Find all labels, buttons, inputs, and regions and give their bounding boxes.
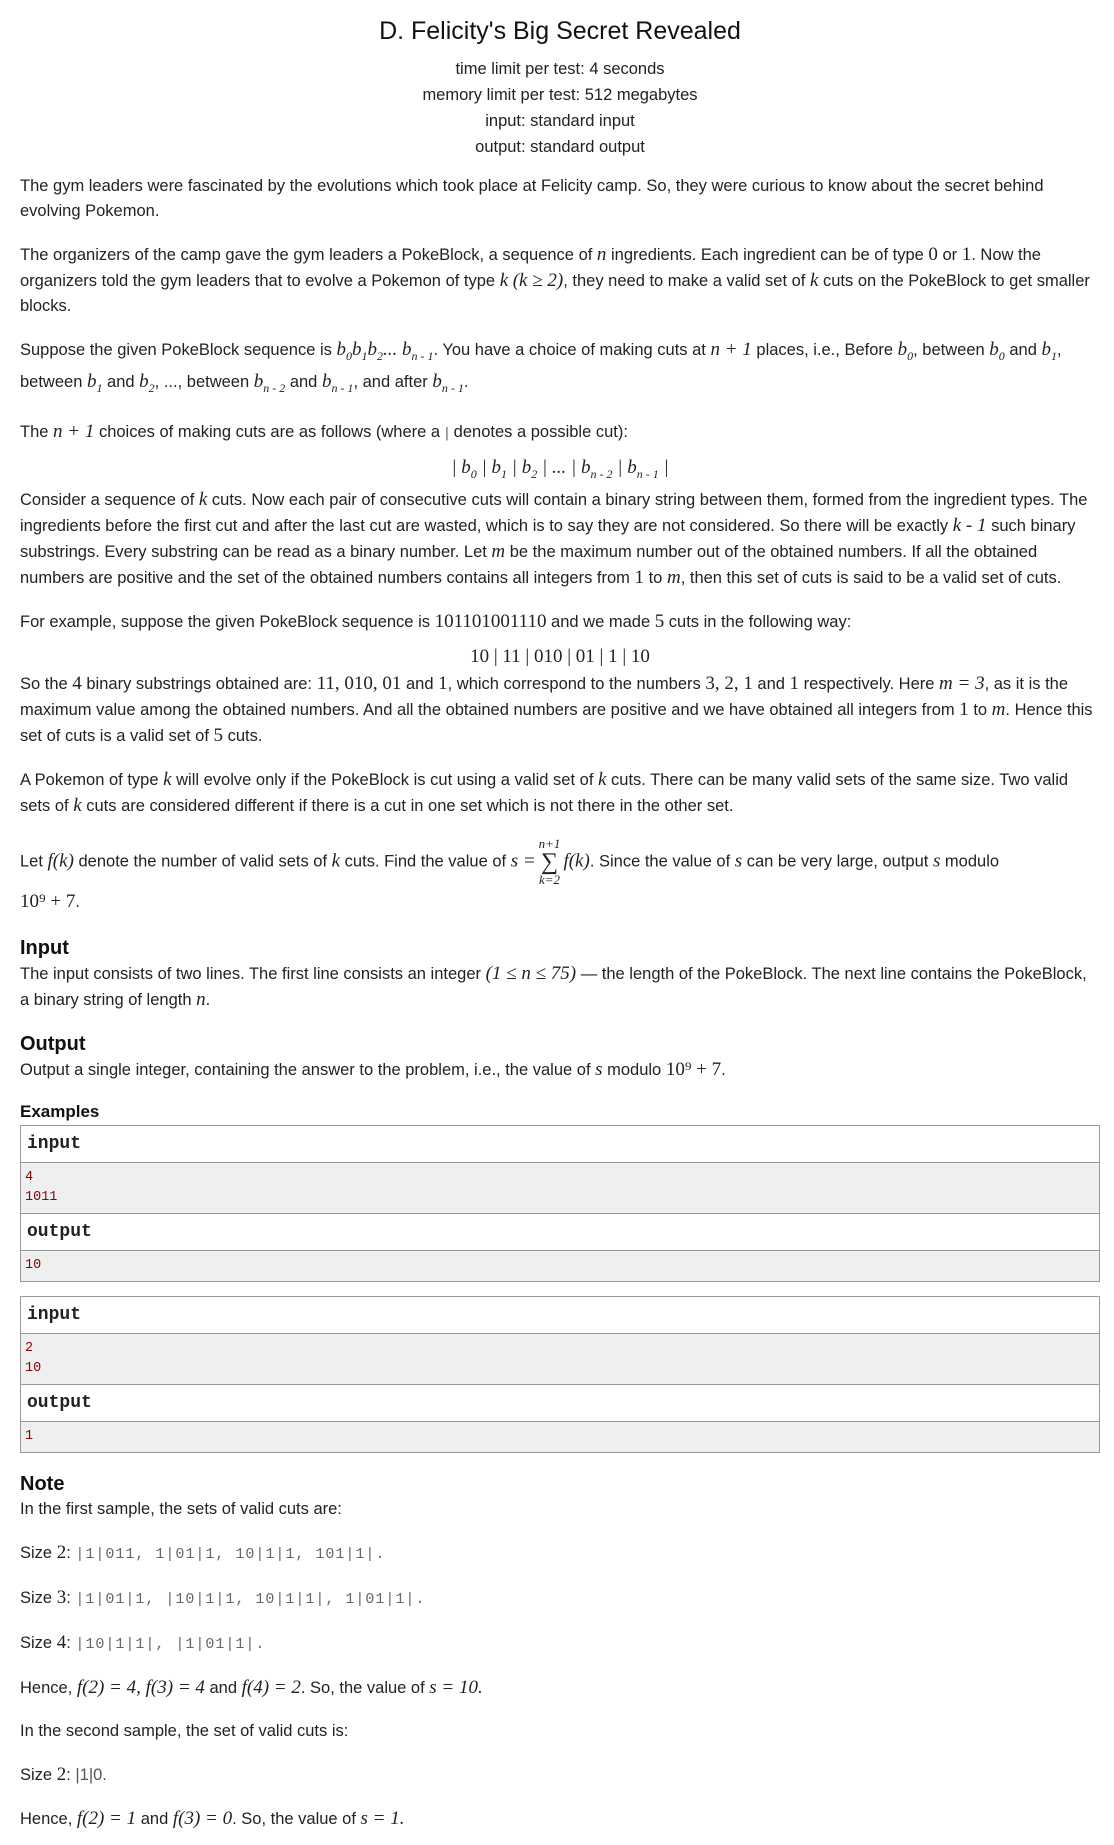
example-cuts: 10 | 11 | 010 | 01 | 1 | 10 [470,646,650,668]
input-section-title: Input [20,937,69,960]
note-title: Note [20,1473,65,1496]
sample-input-label: input [21,1297,1099,1334]
paragraph-9: Let f(k) denote the number of valid sets of k cuts. Find the value of s = n+1 ∑ k=2 f(k). Since the value of s can be very large, output s modulo 10⁹ + 7. [20,836,1000,913]
paragraph-6: For example, suppose the given PokeBlock sequence is 101101001110 and we made 5 cuts in the following way: [20,611,852,633]
paragraph-3: Suppose the given PokeBlock sequence is $b_0b_1b_2$... $b_{n - 1}$. You have a choice of making cuts at n + 1 places, i.e., Before $b_0$, between $b_0$ and $b_1$, between $b_1$ and $b_2$, ..., between $b_{n - 2}$ and $b_{n - 1}$, and after $b_{n - 1}$. [20,339,1062,395]
time-limit: time limit per test: 4 seconds [455,60,665,78]
sample-test-2 [20,1296,1100,1453]
note-hence-1: Hence, f(2) = 4, f(3) = 4 and f(4) = 2. So, the value of s = 10. [20,1677,483,1699]
note-first-intro: In the first sample, the sets of valid cuts are: [20,1500,342,1519]
sample-output-value[interactable]: 10 [21,1251,1099,1281]
problem-statement [20,14,1100,1832]
sample-output-label: output [21,1213,1099,1251]
sample-input-value[interactable]: 2 10 [21,1334,1099,1384]
note-size-4: Size 4: |10|1|1|, |1|01|1|. [20,1632,266,1654]
summation: n+1 ∑ k=2 [538,836,561,888]
cuts-formula: | $b_0$ | $b_1$ | $b_2$ | ... | $b_{n - 2}$ | $b_{n - 1}$ | [451,456,669,481]
input-section-text: The input consists of two lines. The first line consists an integer (1 ≤ n ≤ 75) — the length of the PokeBlock. The next line contains the PokeBlock, a binary string of length n. [20,963,1087,1011]
paragraph-5: Consider a sequence of k cuts. Now each pair of consecutive cuts will contain a binary string between them, formed from the ingredient types. The ingredients before the first cut and after the last cut are wasted, which is to say they are not considered. So there will be exactly k - 1 such binary substrings. Every substring can be read as a binary number. Let m be the maximum number out of the obtained numbers. If all the obtained numbers are positive and the set of the obtained numbers contains all integers from 1 to m, then this set of cuts is said to be a valid set of cuts. [20,489,1088,589]
sample-input-label: input [21,1126,1099,1163]
paragraph-7: So the 4 binary substrings obtained are: 11, 010, 01 and 1, which correspond to the numbers 3, 2, 1 and 1 respectively. Here m = 3, as it is the maximum value among the obtained numbers. And all the obtained numbers are positive and we have obtained all integers from 1 to m. Hence this set of cuts is a valid set of 5 cuts. [20,673,1093,747]
sample-output-label: output [21,1384,1099,1422]
note-second-size: Size 2: |1|0. [20,1764,107,1786]
memory-limit: memory limit per test: 512 megabytes [422,86,698,104]
sample-output-value[interactable]: 1 [21,1422,1099,1452]
sample-input-value[interactable]: 4 1011 [21,1163,1099,1213]
output-section-title: Output [20,1033,86,1056]
paragraph-2: The organizers of the camp gave the gym leaders a PokeBlock, a sequence of n ingredients. Each ingredient can be of type 0 or 1. Now the organizers told the gym leaders that to evolve a Pokemon of type k (k ≥ 2), they need to make a valid set of k cuts on the PokeBlock to get smaller blocks. [20,244,1090,315]
paragraph-4: The n + 1 choices of making cuts are as follows (where a | denotes a possible cut): [20,420,628,442]
output-section-text: Output a single integer, containing the answer to the problem, i.e., the value of s modulo 10⁹ + 7. [20,1059,726,1081]
output-spec: output: standard output [475,138,645,156]
note-size-3: Size 3: |1|01|1, |10|1|1, 10|1|1|, 1|01|1|. [20,1587,426,1609]
note-hence-2: Hence, f(2) = 1 and f(3) = 0. So, the value of s = 1. [20,1808,405,1830]
note-second-intro: In the second sample, the set of valid cuts is: [20,1722,349,1741]
paragraph-1: The gym leaders were fascinated by the evolutions which took place at Felicity camp. So, they were curious to know about the secret behind evolving Pokemon. [20,177,1044,220]
page-title: D. Felicity's Big Secret Revealed [379,17,741,45]
note-size-2: Size 2: |1|011, 1|01|1, 10|1|1, 101|1|. [20,1542,386,1564]
input-spec: input: standard input [485,112,635,130]
examples-title: Examples [20,1102,100,1122]
paragraph-8: A Pokemon of type k will evolve only if the PokeBlock is cut using a valid set of k cuts. There can be many valid sets of the same size. Two valid sets of k cuts are considered different if there is a cut in one set which is not there in the other set. [20,769,1069,817]
sample-test-1 [20,1125,1100,1282]
